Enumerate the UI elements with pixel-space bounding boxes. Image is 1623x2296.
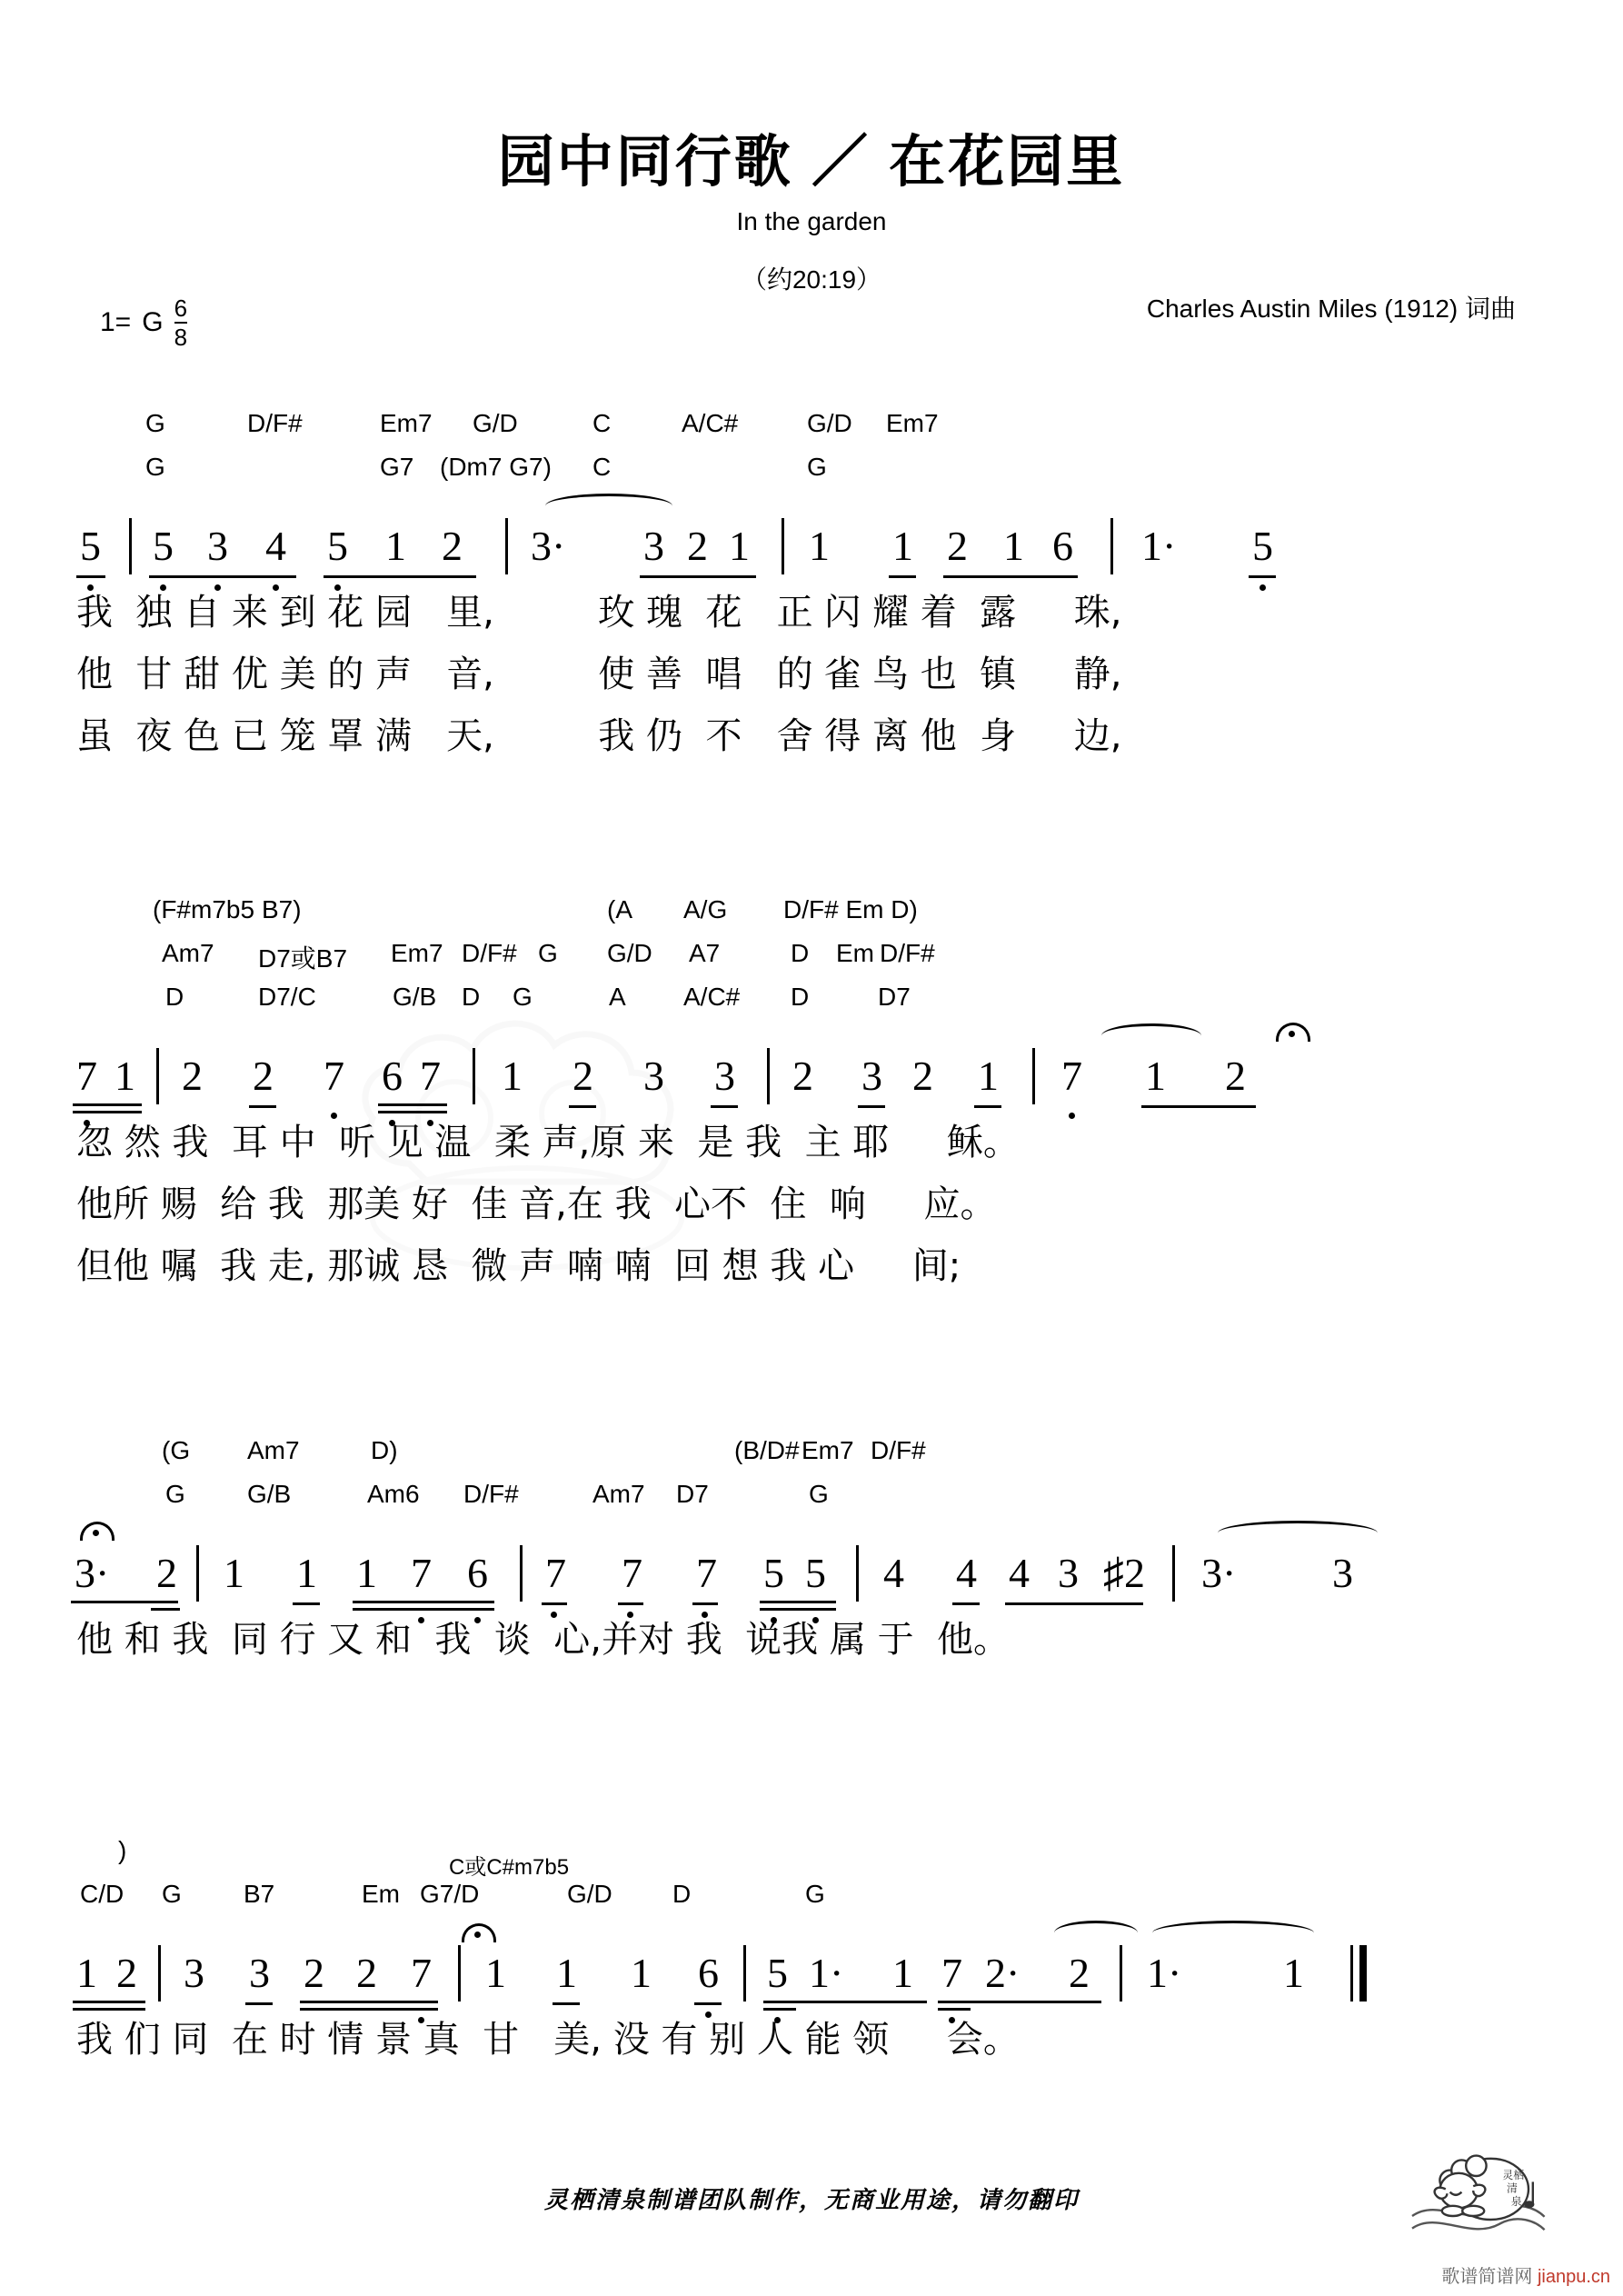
barline	[156, 1048, 159, 1104]
jianpu-note: 1	[556, 1950, 577, 1996]
chord-symbol: A	[609, 983, 626, 1011]
chord-symbol: Em7	[802, 1436, 854, 1464]
chord-symbol: G	[145, 409, 165, 437]
system-2	[0, 895, 1623, 1299]
jianpu-note: 7	[545, 1550, 566, 1596]
jianpu-note: 5	[805, 1550, 826, 1596]
jianpu-note: 7	[76, 1053, 97, 1099]
jianpu-note: 7	[411, 1950, 432, 1996]
notation-row	[0, 1523, 1623, 1611]
chord-symbol: G	[145, 453, 165, 481]
chord-symbol: G/B	[247, 1480, 292, 1508]
lyric-line: 他所 赐 给 我 那美 好 佳 音,在 我 心不 住 响 应。	[76, 1183, 997, 1225]
jianpu-note: 7	[411, 1550, 432, 1596]
lyric-line: 我 们 同 在 时 情 景 真 甘 美, 没 有 别 人 能 领 会。	[76, 2019, 1020, 2061]
chord-symbol: D/F#	[871, 1436, 926, 1464]
chord-symbol: G7	[380, 453, 414, 481]
beam	[952, 1602, 980, 1605]
jianpu-note: 2	[1225, 1053, 1246, 1099]
chord-symbol: C	[592, 409, 612, 437]
lyric-line: 他 甘 甜 优 美 的 声 音, 使 善 唱 的 雀 鸟 也 镇 静,	[76, 654, 1122, 695]
slur	[1101, 1023, 1201, 1048]
jianpu-note: 4	[956, 1550, 977, 1596]
chord-symbol: Em7	[380, 409, 433, 437]
chord-symbol: D7	[676, 1480, 709, 1508]
chord-symbol: (A	[607, 895, 632, 923]
barline	[1032, 1048, 1035, 1104]
jianpu-note: 1	[1145, 1053, 1166, 1099]
time-numerator: 6	[174, 294, 188, 322]
chord-symbol: D/F#	[462, 939, 517, 967]
barline	[458, 1945, 461, 2002]
beam	[938, 2001, 1101, 2003]
notation-row	[0, 1923, 1623, 2011]
jianpu-note: 6	[467, 1550, 488, 1596]
beam	[1141, 1105, 1256, 1108]
lyric-line: 忽 然 我 耳 中 听 见 温 柔 声,原 来 是 我 主 耶 稣。	[76, 1122, 1020, 1163]
chord-symbol: G/D	[807, 409, 852, 437]
jianpu-note: 3	[643, 1053, 664, 1099]
jianpu-note: 3	[714, 1053, 735, 1099]
chord-symbol: G	[538, 939, 558, 967]
jianpu-note: 2	[912, 1053, 933, 1099]
chord-symbol: D)	[371, 1436, 398, 1464]
chord-symbol: A/C#	[683, 983, 741, 1011]
jianpu-note: 2	[792, 1053, 813, 1099]
barline	[473, 1048, 475, 1104]
jianpu-note: 5	[1252, 523, 1273, 569]
barline	[1172, 1545, 1175, 1602]
beam	[760, 1601, 836, 1603]
system-4	[0, 1836, 1623, 2072]
lyric-line: 但他 嘱 我 走, 那诚 恳 微 声 喃 喃 回 想 我 心 间;	[76, 1245, 961, 1287]
chord-symbol: D/F#	[880, 939, 935, 967]
jianpu-note: 7	[1061, 1053, 1082, 1099]
site-watermark	[1441, 2261, 1610, 2288]
chord-group-close-paren: )	[118, 1836, 127, 1864]
beam	[300, 2001, 438, 2003]
chord-row	[0, 1436, 1623, 1480]
chord-symbol: D/F#	[463, 1480, 519, 1508]
jianpu-note: 1	[892, 1950, 913, 1996]
chord-symbol: G/B	[393, 983, 437, 1011]
chord-symbol: D	[165, 983, 184, 1011]
jianpu-note: 3·	[75, 1550, 110, 1596]
chord-symbol: G/D	[607, 939, 652, 967]
barline	[196, 1545, 199, 1602]
jianpu-note: 4	[265, 523, 286, 569]
jianpu-note: 6	[382, 1053, 403, 1099]
beam	[542, 1602, 567, 1605]
svg-text:清: 清	[1507, 2181, 1518, 2195]
key-label: 1=	[100, 307, 132, 337]
jianpu-note: 3·	[531, 523, 566, 569]
sheep-logo-icon	[1405, 2147, 1550, 2256]
chord-symbol: D	[462, 983, 481, 1011]
jianpu-note: 3	[1332, 1550, 1353, 1596]
jianpu-note: 3	[207, 523, 228, 569]
jianpu-note: 7	[420, 1053, 441, 1099]
fermata-icon	[462, 1923, 493, 1942]
beam	[974, 1105, 1001, 1108]
chord-symbol: D7或B7	[258, 944, 348, 973]
chord-row	[0, 453, 1623, 496]
jianpu-note: 3	[184, 1950, 204, 1996]
jianpu-note: 5	[80, 523, 101, 569]
jianpu-note: 3	[1058, 1550, 1079, 1596]
beam	[889, 575, 916, 578]
jianpu-note: 7	[941, 1950, 962, 1996]
jianpu-note: 1·	[809, 1950, 844, 1996]
lyric-row	[0, 1611, 1623, 1672]
subtitle-english: In the garden	[736, 207, 887, 235]
chord-symbol: G	[805, 1880, 825, 1908]
beam	[1249, 575, 1276, 578]
jianpu-note: 2·	[985, 1950, 1021, 1996]
jianpu-note: 2	[442, 523, 463, 569]
jianpu-note: 5	[767, 1950, 788, 1996]
chord-symbol: G	[162, 1880, 182, 1908]
chord-symbol: G/D	[567, 1880, 612, 1908]
beam	[245, 2002, 273, 2005]
lyric-row	[0, 707, 1623, 769]
beam	[378, 1103, 447, 1106]
chord-symbol: Am7	[162, 939, 214, 967]
chord-symbol: D7	[878, 983, 911, 1011]
beam	[324, 575, 476, 578]
beam	[1005, 1602, 1143, 1605]
jianpu-note: 1	[978, 1053, 999, 1099]
chord-row	[0, 1836, 1623, 1880]
jianpu-note: 1	[76, 1950, 97, 1996]
barline	[782, 518, 784, 574]
chord-symbol: G7/D	[420, 1880, 480, 1908]
barline	[1120, 1945, 1122, 2002]
jianpu-note: 1	[115, 1053, 135, 1099]
time-denominator: 8	[174, 324, 188, 351]
lyric-line: 虽 夜 色 已 笼 罩 满 天, 我 仍 不 舍 得 离 他 身 边,	[76, 715, 1122, 757]
jianpu-note: 5	[763, 1550, 784, 1596]
beam	[943, 575, 1078, 578]
slur	[1218, 1521, 1378, 1545]
slur	[545, 494, 672, 518]
notation-row	[0, 496, 1623, 584]
chord-symbol: Em	[362, 1880, 400, 1908]
beam	[149, 575, 296, 578]
chord-row	[0, 983, 1623, 1026]
chord-symbol: C	[592, 453, 612, 481]
fermata-icon	[1276, 1023, 1307, 1041]
chord-symbol: G	[809, 1480, 829, 1508]
chord-symbol: B7	[244, 1880, 275, 1908]
beam	[618, 1602, 643, 1605]
svg-text:灵栖: 灵栖	[1502, 2169, 1525, 2182]
key-value: G	[142, 307, 164, 337]
page-title: 园中同行歌 ／ 在花园里	[497, 131, 1126, 194]
barline	[520, 1545, 523, 1602]
system-1	[0, 409, 1623, 769]
jianpu-note: 2	[182, 1053, 203, 1099]
jianpu-note: 6	[698, 1950, 719, 1996]
jianpu-note: ♯2	[1103, 1550, 1145, 1596]
chord-symbol: C或C#m7b5	[449, 1855, 570, 1880]
chord-symbol: G/D	[473, 409, 518, 437]
chord-symbol: (Dm7 G7)	[440, 453, 552, 481]
chord-symbol: G	[513, 983, 533, 1011]
lyric-row	[0, 645, 1623, 707]
jianpu-note: 2	[116, 1950, 137, 1996]
chord-symbol: Em7	[391, 939, 443, 967]
jianpu-note: 1	[631, 1950, 652, 1996]
jianpu-note: 5	[327, 523, 348, 569]
jianpu-note: 1	[1283, 1950, 1304, 1996]
production-credit: 灵栖清泉制谱团队制作，无商业用途，请勿翻印	[543, 2187, 1079, 2214]
chord-symbol: D	[791, 939, 810, 967]
chord-symbol: Am7	[592, 1480, 645, 1508]
jianpu-note: 2	[356, 1950, 377, 1996]
lyric-row	[0, 2011, 1623, 2072]
chord-symbol: D	[672, 1880, 692, 1908]
jianpu-note: 1	[356, 1550, 377, 1596]
scripture-reference: （约20:19）	[741, 265, 882, 294]
jianpu-note: 2	[1069, 1950, 1090, 1996]
jianpu-note: 1·	[1147, 1950, 1182, 1996]
jianpu-note: 1	[809, 523, 830, 569]
barline	[129, 518, 132, 574]
chord-symbol: C/D	[80, 1880, 124, 1908]
chord-row	[0, 1880, 1623, 1923]
chord-symbol: Em	[836, 939, 874, 967]
svg-text:泉: 泉	[1510, 2195, 1522, 2208]
chord-row	[0, 895, 1623, 939]
jianpu-note: 7	[696, 1550, 717, 1596]
fermata-icon	[80, 1522, 111, 1540]
jianpu-note: 2	[253, 1053, 274, 1099]
site-name-cn: 歌谱简谱网	[1441, 2267, 1533, 2287]
barline	[856, 1545, 859, 1602]
time-signature	[174, 296, 187, 349]
chord-symbol: D/F#	[247, 409, 303, 437]
jianpu-note: 3	[249, 1950, 270, 1996]
chord-symbol: (G	[162, 1436, 191, 1464]
jianpu-note: 2	[304, 1950, 324, 1996]
notation-row	[0, 1026, 1623, 1113]
beam	[553, 2002, 580, 2005]
jianpu-note: 2	[687, 523, 708, 569]
chord-symbol: (F#m7b5	[153, 895, 255, 923]
lyric-row	[0, 1175, 1623, 1237]
jianpu-note: 6	[1052, 523, 1073, 569]
chord-row	[0, 939, 1623, 983]
beam	[711, 1105, 738, 1108]
jianpu-note: 1·	[1141, 523, 1177, 569]
chord-symbol: (B/D#	[734, 1436, 800, 1464]
chord-symbol: Em7	[886, 409, 939, 437]
jianpu-note: 1	[892, 523, 913, 569]
chord-symbol: A/G	[683, 895, 728, 923]
beam	[249, 1105, 276, 1108]
jianpu-note: 7	[622, 1550, 642, 1596]
chord-symbol: D	[791, 983, 810, 1011]
chord-row	[0, 1480, 1623, 1523]
jianpu-note: 1	[502, 1053, 523, 1099]
barline	[505, 518, 508, 574]
beam	[694, 2002, 722, 2005]
chord-symbol: A7	[689, 939, 721, 967]
lyric-row	[0, 584, 1623, 645]
lyric-row	[0, 1237, 1623, 1299]
jianpu-note: 4	[883, 1550, 904, 1596]
jianpu-note: 5	[153, 523, 174, 569]
beam	[763, 2001, 927, 2003]
beam	[73, 1103, 142, 1106]
beam	[858, 1105, 885, 1108]
chord-symbol: G	[807, 453, 827, 481]
chord-symbol: Am6	[367, 1480, 420, 1508]
jianpu-note: 2	[947, 523, 968, 569]
jianpu-note: 3	[861, 1053, 882, 1099]
beam	[353, 1601, 494, 1603]
beam	[293, 1602, 320, 1605]
jianpu-note: 1	[729, 523, 750, 569]
chord-symbol: Am7	[247, 1436, 300, 1464]
site-url: jianpu.cn	[1537, 2267, 1610, 2287]
system-3	[0, 1436, 1623, 1672]
barline	[743, 1945, 746, 2002]
lyric-line: 我 独 自 来 到 花 园 里, 玫 瑰 花 正 闪 耀 着 露 珠,	[76, 592, 1122, 634]
jianpu-note: 2	[573, 1053, 593, 1099]
jianpu-note: 1	[485, 1950, 506, 1996]
jianpu-note: 2	[156, 1550, 177, 1596]
beam	[692, 1602, 718, 1605]
slur	[1054, 1921, 1138, 1945]
jianpu-note: 3·	[1201, 1550, 1237, 1596]
barline	[1110, 518, 1113, 574]
slur	[1152, 1921, 1314, 1945]
jianpu-note: 1	[385, 523, 406, 569]
beam	[569, 1105, 596, 1108]
jianpu-note: 7	[324, 1053, 344, 1099]
beam	[640, 575, 756, 578]
barline	[158, 1945, 161, 2002]
jianpu-note: 3	[643, 523, 664, 569]
beam	[73, 2001, 145, 2003]
lyric-row	[0, 1113, 1623, 1175]
chord-symbol: D7/C	[258, 983, 316, 1011]
key-and-time-signature	[100, 296, 187, 349]
jianpu-note: 1	[296, 1550, 317, 1596]
jianpu-note: 1	[1003, 523, 1024, 569]
chord-row	[0, 409, 1623, 453]
composer-credit: Charles Austin Miles (1912) 词曲	[1146, 294, 1516, 323]
barline	[767, 1048, 770, 1104]
chord-symbol: A/C#	[682, 409, 739, 437]
jianpu-note: 1	[224, 1550, 244, 1596]
chord-symbol: D/F# Em D)	[783, 895, 918, 923]
beam	[71, 1601, 178, 1603]
lyric-line: 他 和 我 同 行 又 和 我 谈 心,并对 我 说我 属 于 他。	[76, 1619, 1011, 1661]
chord-symbol: B7)	[262, 895, 302, 923]
chord-symbol: G	[165, 1480, 185, 1508]
jianpu-note: 4	[1009, 1550, 1030, 1596]
beam	[76, 575, 105, 578]
